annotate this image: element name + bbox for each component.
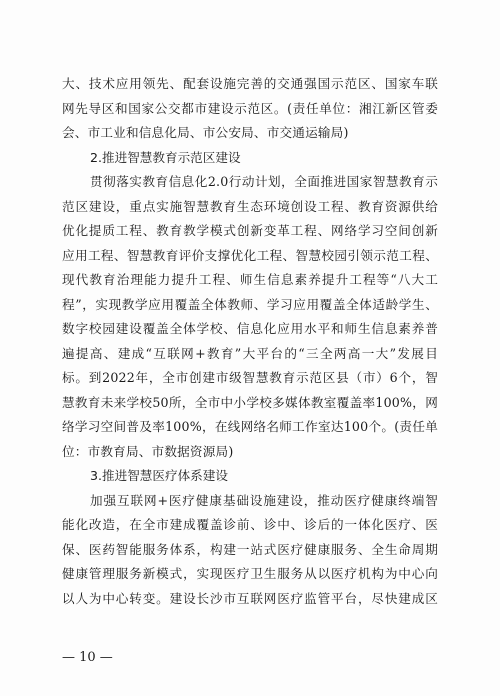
text-line: 会、市工业和信息化局、市公安局、市交通运输局) [62,125,349,140]
text-line: 慧教育未来学校50所，全市中小学校多媒体教室覆盖率100%，网 [62,394,438,410]
text-line: 网先导区和国家公交都市建设示范区。(责任单位：湘江新区管委 [62,100,438,116]
text-line: 程”，实现教学应用覆盖全体教师、学习应用覆盖全体适龄学生、 [62,296,438,312]
text-line: 标。到2022年，全市创建市级智慧教育示范区县（市）6个，智 [62,370,438,385]
section-heading-medical: 3.推进智慧医疗体系建设 [90,468,228,483]
text-line: 络学习空间普及率100%，在线网络名师工作室达100个。(责任单 [62,419,438,434]
text-line: 现代教育治理能力提升工程、师生信息素养提升工程等“八大工 [62,272,438,287]
text-line: 贯彻落实教育信息化2.0行动计划，全面推进国家智慧教育示 [90,174,438,189]
text-line: 加强互联网+医疗健康基础设施建设，推动医疗健康终端智 [90,492,438,508]
text-line: 范区建设，重点实施智慧教育生态环境创设工程、教育资源供给 [62,198,438,214]
document-body [62,72,438,611]
text-line: 能化改造，在全市建成覆盖诊前、诊中、诊后的一体化医疗、医 [62,517,438,532]
section-heading-education: 2.推进智慧教育示范区建设 [90,149,241,165]
text-line: 健康管理服务新模式，实现医疗卫生服务从以医疗机构为中心向 [62,566,438,581]
page-number: — 10 — [62,650,113,665]
text-line: 优化提质工程、教育教学模式创新变革工程、网络学习空间创新 [62,223,438,238]
text-line: 应用工程、智慧教育评价支撑优化工程、智慧校园引领示范工程、 [62,247,438,263]
text-line: 保、医药智能服务体系，构建一站式医疗健康服务、全生命周期 [62,541,438,557]
text-line: 以人为中心转变。建设长沙市互联网医疗监管平台，尽快建成区 [62,590,438,606]
text-line: 大、技术应用领先、配套设施完善的交通强国示范区、国家车联 [62,76,438,91]
text-line: 遍提高、建成“互联网+教育”大平台的“三全两高一大”发展目 [62,345,438,361]
text-line: 位：市教育局、市数据资源局) [62,443,234,459]
text-line: 数字校园建设覆盖全体学校、信息化应用水平和师生信息素养普 [62,321,438,336]
